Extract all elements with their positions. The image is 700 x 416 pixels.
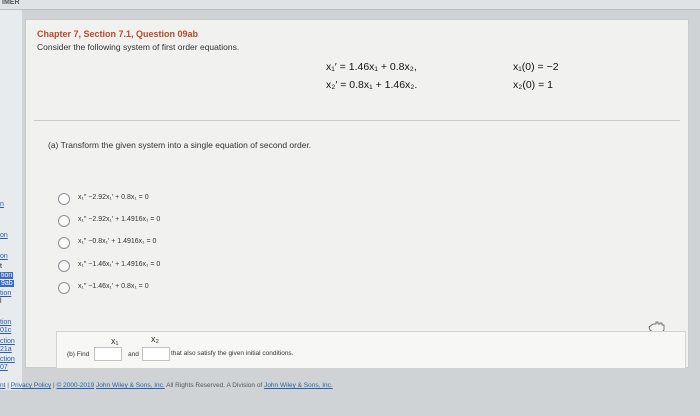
- radio-button[interactable]: [58, 282, 70, 294]
- option-label: x₁″ −2.92x₁′ + 1.4916x₁ = 0: [78, 216, 161, 223]
- option-label: x₁″ −1.46x₁′ + 1.4916x₁ = 0: [78, 261, 161, 268]
- sidebar-item[interactable]: t: [0, 263, 2, 270]
- sidebar-item-current[interactable]: tion: [1, 272, 13, 279]
- option-label: x₁″ −2.92x₁′ + 0.8x₁ = 0: [78, 194, 149, 201]
- part-b-section: [56, 331, 686, 369]
- and-label: and: [128, 351, 139, 358]
- question-title: Chapter 7, Section 7.1, Question 09ab: [37, 29, 199, 39]
- equation-1: x₁′ = 1.46x₁ + 0.8x₂,: [326, 61, 417, 73]
- x2-answer-input[interactable]: [142, 347, 170, 361]
- sidebar-item[interactable]: tion: [0, 290, 12, 297]
- radio-button[interactable]: [58, 215, 70, 227]
- copyright-year[interactable]: © 2000-2019: [56, 382, 95, 389]
- sidebar-item[interactable]: on: [0, 232, 8, 239]
- sidebar-item[interactable]: ction: [0, 338, 15, 345]
- initial-condition-1: x₁(0) = −2: [513, 61, 559, 73]
- option-label: x₁″ −1.46x₁′ + 0.8x₁ = 0: [78, 283, 149, 290]
- sidebar-item-current-id[interactable]: 9ab: [1, 280, 13, 287]
- sidebar-item[interactable]: tion: [0, 319, 12, 326]
- sidebar-item[interactable]: 07: [0, 364, 8, 371]
- question-panel: [25, 19, 689, 368]
- x2-label: x₂: [151, 334, 159, 344]
- radio-button[interactable]: [58, 260, 70, 272]
- footer-partial-link[interactable]: nt: [0, 382, 6, 389]
- part-a-label: (a) Transform the given system into a single equation of second order.: [48, 140, 312, 150]
- sidebar-item[interactable]: 21a: [0, 346, 12, 353]
- section-sidebar: [0, 10, 22, 390]
- part-b-label: (b) Find: [67, 351, 90, 358]
- footer-separator: |: [7, 382, 9, 389]
- x1-answer-input[interactable]: [94, 347, 122, 361]
- app-tab-label[interactable]: IMER: [2, 0, 20, 6]
- x1-label: x₁: [111, 336, 119, 346]
- page-footer: [0, 382, 333, 389]
- sidebar-item[interactable]: n: [0, 201, 4, 208]
- radio-button[interactable]: [58, 193, 70, 205]
- company-link[interactable]: John Wiley & Sons, Inc.: [264, 382, 333, 389]
- part-b-instructions: that also satisfy the given initial conditions.: [171, 350, 294, 357]
- section-divider: [34, 120, 680, 121]
- sidebar-item[interactable]: 01c: [0, 327, 12, 334]
- sidebar-item[interactable]: ction: [0, 356, 15, 363]
- radio-button[interactable]: [58, 237, 70, 249]
- footer-separator: |: [53, 382, 55, 389]
- initial-condition-2: x₂(0) = 1: [513, 79, 553, 91]
- wiley-link[interactable]: John Wiley & Sons, Inc.: [96, 382, 165, 389]
- privacy-policy-link[interactable]: Privacy Policy: [10, 382, 52, 389]
- rights-text: All Rights Reserved. A Division of: [166, 382, 263, 389]
- browser-tab-bar: [0, 0, 700, 10]
- question-prompt: Consider the following system of first order equations.: [37, 42, 240, 52]
- equation-2: x₂′ = 0.8x₁ + 1.46x₂.: [326, 79, 418, 91]
- option-label: x₁″ −0.8x₁′ + 1.4916x₁ = 0: [78, 238, 157, 245]
- sidebar-item[interactable]: on: [0, 253, 8, 260]
- sidebar-item[interactable]: l: [0, 298, 2, 305]
